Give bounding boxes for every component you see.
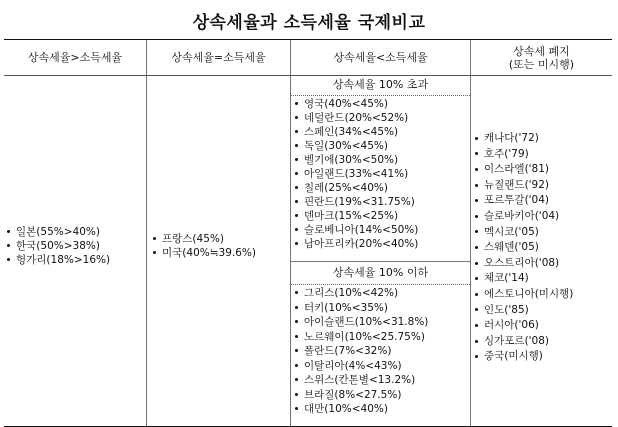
column-divider <box>146 40 147 426</box>
list-item: 그리스(10%<42%) <box>294 286 428 301</box>
list-item: 캐나다('72) <box>474 131 573 147</box>
list-item: 포르투갈('04) <box>474 193 573 209</box>
header-label-col3: 상속세율<소득세율 <box>333 51 428 64</box>
list-item: 슬로바키아('04) <box>474 209 573 225</box>
list-item: 브라질(8%<27.5%) <box>294 388 428 403</box>
comparison-table <box>4 39 612 427</box>
list-item: 이탈리아(4%<43%) <box>294 359 428 374</box>
col3-over-10-list <box>294 97 418 251</box>
list-item: 터키(10%<35%) <box>294 301 428 316</box>
column-divider <box>290 40 291 426</box>
list-item: 오스트리아('08) <box>474 256 573 272</box>
list-item: 폴란드(7%<32%) <box>294 344 428 359</box>
list-item: 스위스(칸톤별<13.2%) <box>294 373 428 388</box>
list-item: 호주('79) <box>474 147 573 163</box>
list-item: 뉴질랜드('92) <box>474 178 573 194</box>
list-item: 이스라엘('81) <box>474 162 573 178</box>
list-item: 핀란드(19%<31.75%) <box>294 195 418 209</box>
list-item: 남아프리카(20%<40%) <box>294 237 418 251</box>
list-item: 인도('85) <box>474 303 573 319</box>
subsection-title-over-10: 상속세율 10% 초과 <box>332 78 429 91</box>
list-item: 프랑스(45%) <box>152 232 256 246</box>
list-item: 네덜란드(20%<52%) <box>294 111 418 125</box>
header-cell-col1 <box>4 40 146 75</box>
col3-10-or-less-list <box>294 286 428 417</box>
list-item: 아이슬랜드(10%<31.8%) <box>294 315 428 330</box>
list-item: 헝가리(18%>16%) <box>6 253 110 267</box>
list-item: 독일(30%<45%) <box>294 139 418 153</box>
subsection-title-10-or-less: 상속세율 10% 이하 <box>332 266 429 279</box>
list-item: 스웨덴('05) <box>474 240 573 256</box>
list-item: 대만(10%<40%) <box>294 402 428 417</box>
list-item: 덴마크(15%<25%) <box>294 209 418 223</box>
subsection-divider <box>291 95 470 96</box>
list-item: 일본(55%>40%) <box>6 225 110 239</box>
list-item: 중국(미시행) <box>474 349 573 365</box>
subsection-divider <box>291 261 470 262</box>
header-label-col1: 상속세율>소득세율 <box>27 51 123 64</box>
list-item: 체코('14) <box>474 271 573 287</box>
list-item: 에스토니아(미시행) <box>474 287 573 303</box>
list-item: 칠레(25%<40%) <box>294 181 418 195</box>
list-item: 영국(40%<45%) <box>294 97 418 111</box>
list-item: 스페인(34%<45%) <box>294 125 418 139</box>
header-cell-col2 <box>147 40 290 75</box>
list-item: 멕시코('05) <box>474 225 573 241</box>
col2-list <box>152 232 256 260</box>
col1-list <box>6 225 110 267</box>
list-item: 벨기에(30%<50%) <box>294 153 418 167</box>
list-item: 미국(40%≒39.6%) <box>152 246 256 260</box>
header-label-col4: 상속세 폐지 (또는 미시행) <box>508 44 575 71</box>
list-item: 아일랜드(33%<41%) <box>294 167 418 181</box>
list-item: 한국(50%>38%) <box>6 239 110 253</box>
header-cell-col4 <box>471 40 612 75</box>
column-divider <box>470 40 471 426</box>
subsection-divider <box>291 284 470 285</box>
header-label-col2: 상속세율=소득세율 <box>171 51 266 64</box>
list-item: 슬로베니아(14%<50%) <box>294 223 418 237</box>
header-cell-col3 <box>291 40 470 75</box>
col4-list <box>474 131 573 365</box>
page-title: 상속세율과 소득세율 국제비교 <box>192 13 426 33</box>
list-item: 러시아('06) <box>474 318 573 334</box>
list-item: 싱가포르('08) <box>474 334 573 350</box>
list-item: 노르웨이(10%<25.75%) <box>294 330 428 345</box>
